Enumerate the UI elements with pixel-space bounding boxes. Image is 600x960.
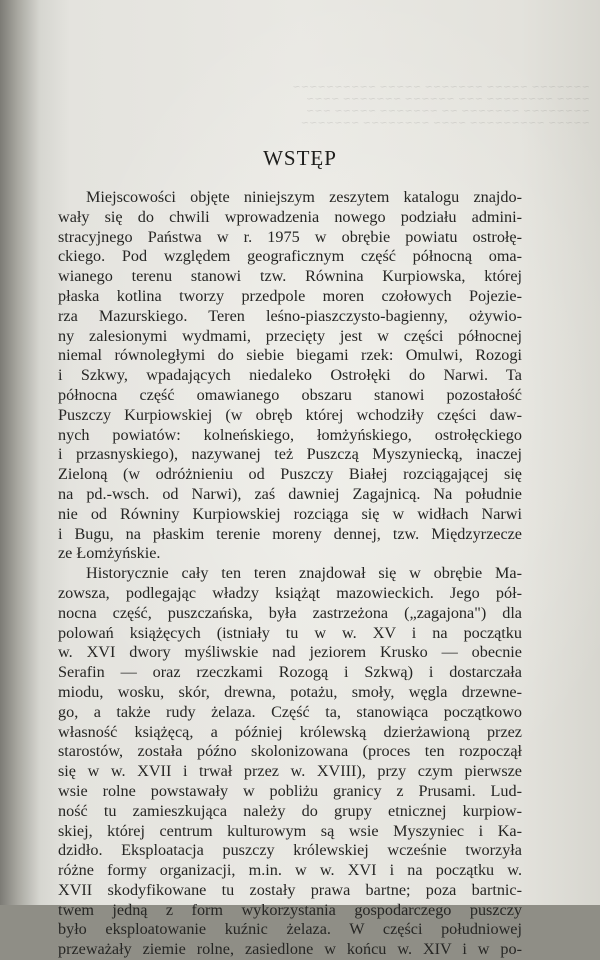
text-line: wały się do chwili wprowadzenia nowego podziału admini- [58, 207, 522, 226]
text-line: się w w. XVII i trwał przez w. XVIII), przy czym pierwsze [58, 762, 522, 781]
text-line: i Szkwy, wpadających niedaleko Ostrołęki do Narwi. Ta [58, 366, 522, 385]
text-line: ność tu zamieszkująca należy do grupy etnicznej kurpiow- [58, 801, 522, 820]
text-line: ckiego. Pod względem geograficznym część północną oma- [58, 247, 522, 266]
text-line: przeważały ziemie rolne, zasiedlone w końcu w. XIV i w po- [58, 940, 522, 959]
text-line: stracyjnego Państwa w r. 1975 w obrębie powiatu ostrołę- [58, 227, 522, 246]
text-line: nych powiatów: kolneńskiego, łomżyńskiego, ostrołęckiego [58, 425, 522, 444]
text-line: skiej, której centrum kulturowym są wsie Myszyniec i Ka- [58, 821, 522, 840]
text-line: północna część omawianego obszaru stanowi pozostałość [58, 385, 522, 404]
text-line: płaska kotlina tworzy przedpole moren czołowych Pojezie- [58, 286, 522, 305]
body-text [58, 188, 522, 960]
text-line: XVII skodyfikowane tu zostały prawa bartne; poza bartnic- [58, 880, 522, 899]
text-line: wianego terenu stanowi tzw. Równina Kurpiowska, której [58, 267, 522, 286]
text-line: twem jedną z form wykorzystania gospodarczego puszczy [58, 900, 522, 919]
text-line: na pd.-wsch. od Narwi), zaś dawniej Zagajnicą. Na południe [58, 484, 522, 503]
page-heading: WSTĘP [263, 146, 337, 170]
text-line: Zieloną (w odróżnieniu od Puszczy Białej rozciągającej się [58, 465, 522, 484]
text-line: wsie rolne powstawały w pobliżu granicy z Prusami. Lud- [58, 781, 522, 800]
text-line: Serafin — oraz rzeczkami Rozogą i Szkwą) i dostarczała [58, 663, 522, 682]
text-line: Historycznie cały ten teren znajdował się w obrębie Ma- [86, 564, 522, 583]
text-line: różne formy organizacji, m.in. w w. XVI i na początku w. [58, 861, 522, 880]
text-line: zowsza, podlegając władzy książąt mazowieckich. Jego pół- [58, 583, 522, 602]
show-through-text: ~~~~~~~ ~~~~~ ~~~~~~~ ~~~~~ ~~~~~~~~~~ ~~~~ ~~~~~~~~ ~~~ ~~~~~~ ~~~~~~~ ~~~~ ~~~~~~~~ ~~~~~~~ ~~ ~~~~~~~ ~~~~~ ~~~ ~~~~~ ~~~~~~~~~ ~~~~ ~~~~~~~~ ~~~~~~~ [292, 82, 590, 129]
text-line: i przasnyskiego), nazywanej też Puszczą Myszyniecką, inaczej [58, 445, 522, 464]
text-line: ze Łomżyńskie. [58, 544, 161, 563]
text-line: ny zalesionymi wydmami, przecięty jest w części północnej [58, 326, 522, 345]
text-line: i Bugu, na płaskim terenie moreny dennej, tzw. Międzyrzecze [58, 524, 522, 543]
text-line: było eksploatowanie kuźnic żelaza. W części południowej [58, 920, 522, 939]
text-line: miodu, wosku, skór, drewna, potażu, smoły, węgla drzewne- [58, 682, 522, 701]
text-line: w. XVI dwory myśliwskie nad jeziorem Krusko — obecnie [58, 643, 522, 662]
text-line: nie od Równiny Kurpiowskiej rozciąga się w widłach Narwi [58, 504, 522, 523]
text-line: starostów, została późno skolonizowana (proces ten rozpoczął [58, 742, 522, 761]
text-line: Miejscowości objęte niniejszym zeszytem katalogu znajdo- [86, 188, 522, 206]
text-line: dzidło. Eksploatacja puszczy królewskiej wcześnie tworzyła [58, 841, 522, 860]
text-line: polowań książęcych (istniały tu w w. XV i na początku [58, 623, 522, 642]
text-line: rza Mazurskiego. Teren leśno-piaszczysto-bagienny, ożywio- [58, 306, 522, 325]
text-line: go, a także rudy żelaza. Część ta, stanowiąca początkowo [58, 702, 522, 721]
paragraph-2 [58, 564, 522, 960]
text-line: niemal równoległymi do siebie biegami rzek: Omulwi, Rozogi [58, 346, 522, 365]
paragraph-1 [58, 188, 522, 564]
text-line: nocna część, puszczańska, była zastrzeżona („zagajona") dla [58, 603, 522, 622]
text-line: Puszczy Kurpiowskiej (w obręb której wchodziły części daw- [58, 405, 522, 424]
text-line: własność książęcą, a później królewską dzierżawioną przez [58, 722, 522, 741]
